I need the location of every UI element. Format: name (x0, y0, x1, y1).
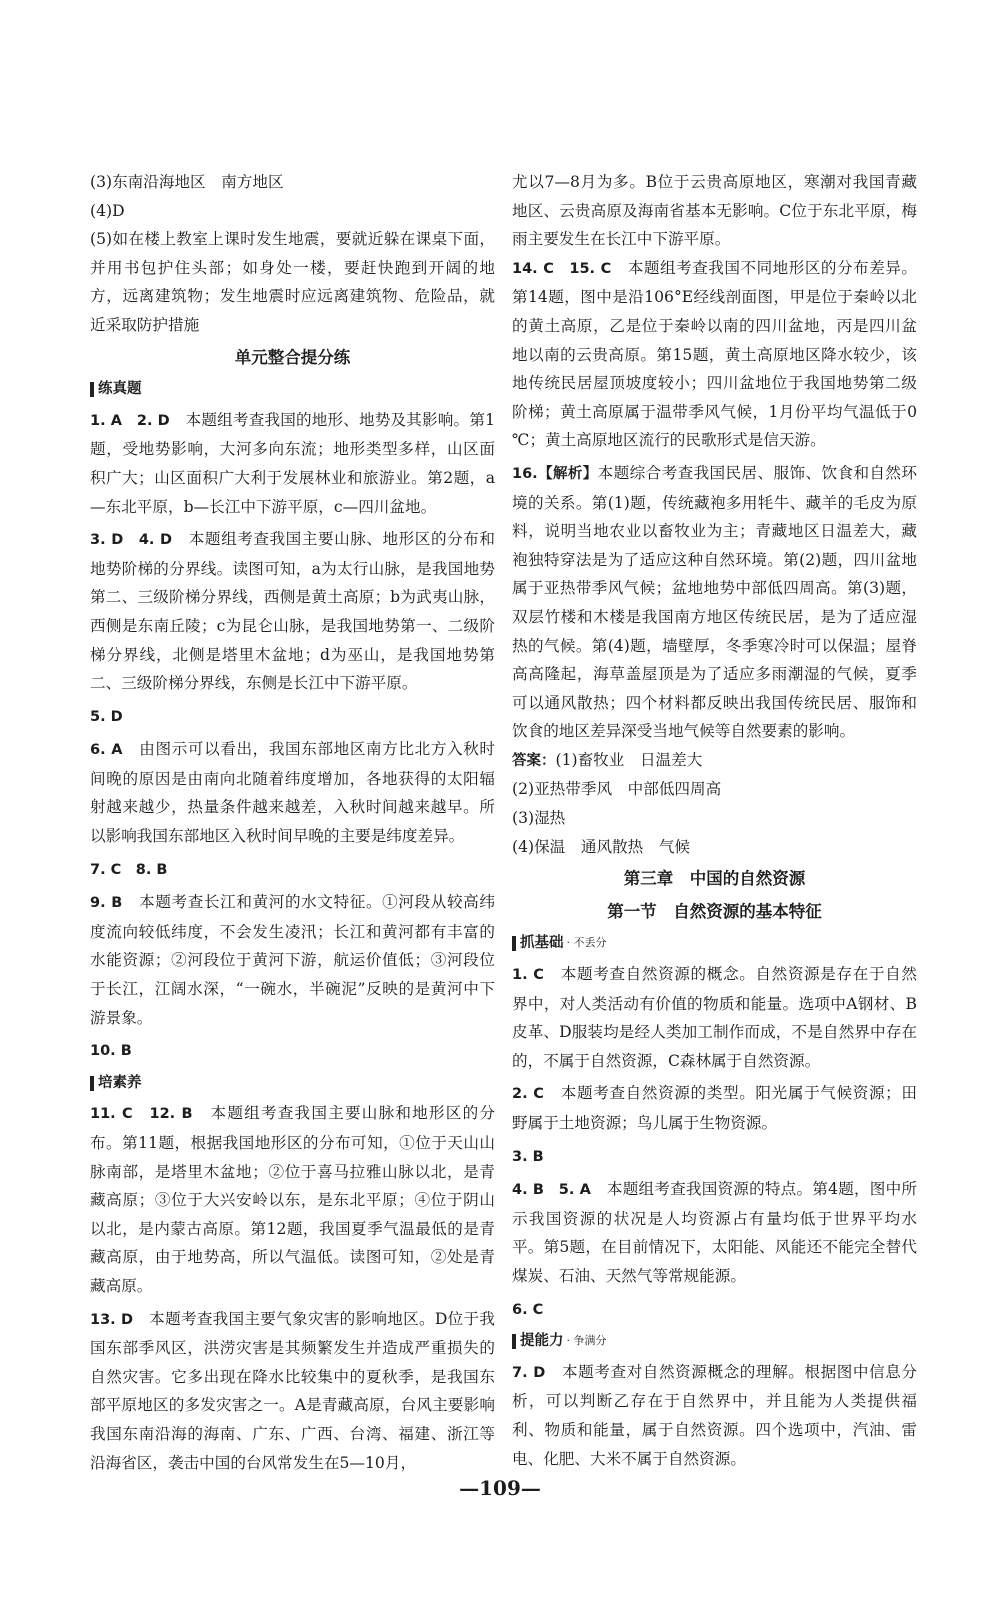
question-label: 4. B 5. A (512, 1182, 591, 1199)
question-label: 7. C 8. B (90, 861, 168, 878)
section-bar (90, 1076, 94, 1091)
explanation: 本题综合考查我国民居、服饰、饮食和自然环境的关系。第(1)题，传统藏袍多用牦牛、藏羊的毛皮为原料，说明当地农业以畜牧业为主；青藏地区日温差大，藏袍独特穿法是为了适应这种自然环境。第(2)题，四川盆地属于亚热带季风气候；盆地地势中部低四周高。第(3)题，双层竹楼和木楼是我国南方地区传统民居，是为了适应湿热的气候。第(4)题，墙壁厚，冬季寒冷时可以保温；屋脊高高隆起，海草盖屋顶是为了适应多雨潮湿的气候，夏季可以通风散热；四个材料都反映出我国传统民居、服饰和饮食的地区差异深受当地气候等自然要素的影响。 (512, 463, 917, 741)
answer-line: (4)D (90, 201, 125, 220)
question-label: 6. C (512, 1301, 544, 1318)
answer-label: 答案： (512, 752, 556, 769)
question-label: 16.【解析】 (512, 465, 598, 482)
explanation: 本题考查自然资源的概念。自然资源是存在于自然界中，对人类活动有价值的物质和能量。选项中A钢材、B皮革、D服装均是经人类加工制作而成，不是自然界中存在的，不属于自然资源，C森林属于自然资源。 (512, 965, 917, 1070)
left-column (90, 168, 495, 1477)
section-header (90, 1069, 495, 1098)
section-sublabel: · 争满分 (566, 1334, 607, 1348)
section-sublabel: · 不丢分 (566, 936, 607, 950)
answer-line: (4)保温 通风散热 气候 (512, 837, 691, 856)
question-answer (90, 1099, 495, 1300)
question-label: 10. B (90, 1043, 132, 1060)
question-label: 5. D (90, 708, 123, 725)
answer-line: (2)亚热带季风 中部低四周高 (512, 780, 722, 799)
explanation-continued: 尤以7—8月为多。B位于云贵高原地区，寒潮对我国青藏地区、云贵高原及海南省基本无影响。C位于东北平原，梅雨主要发生在长江中下游平原。 (512, 173, 917, 249)
explanation: 本题考查我国主要气象灾害的影响地区。D位于我国东部季风区，洪涝灾害是其频繁发生并造成严重损失的自然灾害。它多出现在降水比较集中的夏秋季，是我国东部平原地区的多发灾害之一。A是青藏高原，台风主要影响我国东南沿海的海南、广东、广西、台湾、福建、浙江等沿海省区，袭击中国的台风常发生在5—10月， (90, 1309, 495, 1472)
answer-block (512, 746, 917, 776)
section-header (512, 929, 917, 958)
explanation: 本题组考查我国主要山脉、地形区的分布和地势阶梯的分界线。读图可知，a为太行山脉，是我国地势第二、三级阶梯分界线，西侧是黄土高原；b为武夷山脉，西侧是东南丘陵；c为昆仑山脉，是我国地势第一、二级阶梯分界线，北侧是塔里木盆地；d为巫山，是我国地势第二、三级阶梯分界线，东侧是长江中下游平原。 (90, 530, 495, 693)
question-answer (90, 735, 495, 850)
unit-title: 单元整合提分练 (234, 347, 351, 367)
answer-line: (1)畜牧业 日温差大 (555, 750, 703, 769)
answer-line: (3)东南沿海地区 南方地区 (90, 173, 284, 191)
right-column (512, 168, 917, 1473)
question-answer (512, 254, 917, 455)
page-number: —109— (459, 1476, 541, 1500)
question-answer (90, 406, 495, 521)
explanation: 由图示可以看出，我国东部地区南方比北方入秋时间晚的原因是由南向北随着纬度增加，各地获得的太阳辐射越来越少，热量条件越来越差，入秋时间越来越早。所以影响我国东部地区入秋时间早晚的主要是纬度差异。 (90, 740, 495, 846)
question-label: 11. C 12. B (90, 1106, 193, 1123)
section-label: 提能力 (520, 1333, 564, 1350)
question-answer (512, 1295, 917, 1325)
answer-line: (5)如在楼上教室上课时发生地震，要就近躲在课桌下面，并用书包护住头部；如身处一楼，要赶快跑到开阔的地方，远离建筑物；发生地震时应远离建筑物、危险品，就近采取防护措施 (90, 230, 495, 334)
explanation: 本题考查自然资源的类型。阳光属于气候资源；田野属于土地资源；鸟儿属于生物资源。 (512, 1084, 917, 1132)
section-label: 培素养 (98, 1074, 142, 1091)
explanation: 本题组考查我国的地形、地势及其影响。第1题，受地势影响，大河多向东流；地形类型多样，山区面积广大；山区面积广大利于发展林业和旅游业。第2题，a—东北平原，b—长江中下游平原，c—四川盆地。 (90, 410, 495, 516)
section-label: 练真题 (98, 381, 142, 398)
question-answer (512, 1175, 917, 1290)
question-answer (512, 960, 917, 1075)
question-answer (512, 1358, 917, 1473)
section-header (90, 375, 495, 404)
question-answer (512, 459, 917, 746)
question-answer (90, 702, 495, 732)
chapter-title: 第三章 中国的自然资源 (623, 869, 806, 889)
question-label: 1. C (512, 967, 544, 984)
explanation: 本题组考查我国不同地形区的分布差异。第14题，图中是沿106°E经线剖面图，甲是位于秦岭以北的黄土高原，乙是位于秦岭以南的四川盆地，丙是四川盆地以南的云贵高原。第15题，黄土高原地区降水较少，该地传统民居屋顶坡度较小；四川盆地位于我国地势第二级阶梯；黄土高原属于温带季风气候，1月份平均气温低于0 ℃；黄土高原地区流行的民歌形式是信天游。 (512, 258, 917, 450)
answer-line: (3)湿热 (512, 809, 566, 828)
question-label: 14. C 15. C (512, 260, 612, 277)
explanation: 本题组考查我国主要山脉和地形区的分布。第11题，根据我国地形区的分布可知，①位于天山山脉南部，是塔里木盆地；②位于喜马拉雅山脉以北，是青藏高原；③位于大兴安岭以东，是东北平原；④位于阴山以北，是内蒙古高原。第12题，我国夏季气温最低的是青藏高原，由于地势高，所以气温低。读图可知，②处是青藏高原。 (90, 1104, 495, 1295)
section-bar (512, 1334, 516, 1349)
question-label: 7. D (512, 1364, 546, 1381)
question-answer (512, 1142, 917, 1172)
explanation: 本题考查对自然资源概念的理解。根据图中信息分析，可以判断乙存在于自然界中，并且能为人类提供福利、物质和能量，属于自然资源。四个选项中，汽油、雷电、化肥、大米不属于自然资源。 (512, 1362, 917, 1468)
question-label: 1. A 2. D (90, 412, 170, 429)
question-answer (90, 855, 495, 885)
question-answer (512, 1079, 917, 1137)
question-label: 3. B (512, 1148, 544, 1165)
question-label: 2. C (512, 1086, 544, 1103)
question-label: 6. A (90, 742, 123, 759)
section-bar (512, 936, 516, 951)
question-answer (90, 1036, 495, 1066)
explanation: 本题组考查我国资源的特点。第4题，图中所示我国资源的状况是人均资源占有量均低于世界平均水平。第5题，在目前情况下，太阳能、风能还不能完全替代煤炭、石油、天然气等常规能源。 (512, 1180, 917, 1285)
section-header (512, 1327, 917, 1356)
question-label: 13. D (90, 1311, 134, 1328)
section-title: 第一节 自然资源的基本特征 (607, 901, 822, 921)
section-label: 抓基础 (520, 935, 564, 952)
question-label: 9. B (90, 895, 123, 912)
question-answer (90, 525, 495, 698)
question-answer (90, 888, 495, 1032)
question-label: 3. D 4. D (90, 532, 173, 549)
section-bar (90, 382, 94, 397)
question-answer (90, 1305, 495, 1478)
explanation: 本题考查长江和黄河的水文特征。①河段从较高纬度流向较低纬度，不会发生凌汛；长江和黄河都有丰富的水能资源；②河段位于黄河下游，航运价值低；③河段位于长江，江阔水深，“一碗水，半碗泥”反映的是黄河中下游景象。 (90, 893, 495, 1027)
